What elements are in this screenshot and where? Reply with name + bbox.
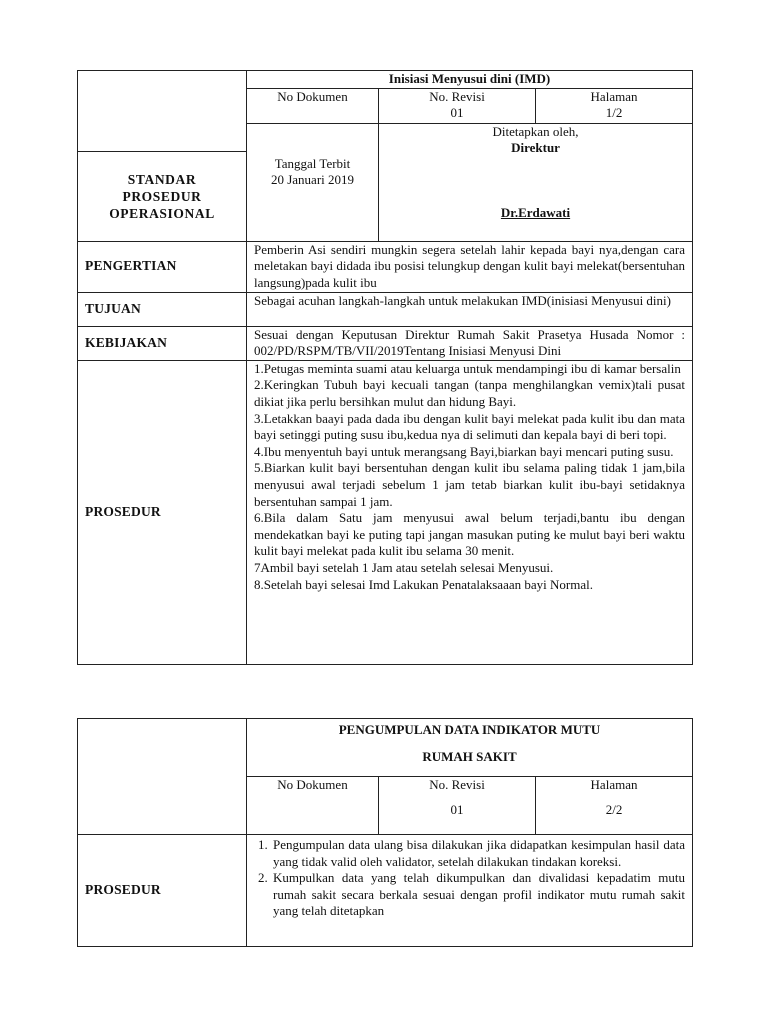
document-title [247,719,693,777]
sop-label [78,151,247,241]
no-dokumen-cell [247,777,379,835]
no-revisi-value: 01 [450,105,464,121]
no-revisi-cell [379,777,536,835]
prosedur-step: 7Ambil bayi setelah 1 Jam atau setelah selesai Menyusui. [254,559,554,575]
document-title-line-1: PENGUMPULAN DATA INDIKATOR MUTU [338,722,601,737]
pengertian-text: Pemberin Asi sendiri mungkin segera setelah lahir kepada bayi nya,dengan cara meletakan bayi didada ibu posisi telungkup dengan kulit bayi melekat(bersentuhan langsung)pada kulit ibu [247,241,693,292]
prosedur-item: 2. Kumpulkan data yang telah dikumpulkan dan divalidasi kepadatim mutu rumah sakit secara berkala sesuai dengan profil indikator mutu rumah sakit yang telah ditetapkan [271,870,685,920]
header-left-blank [78,71,247,152]
kebijakan-label: KEBIJAKAN [78,326,247,360]
prosedur-list-cell [247,835,693,947]
no-dokumen-label: No Dokumen [277,88,348,104]
halaman-cell [536,777,693,835]
prosedur-list [247,837,692,920]
header-left-blank [78,719,247,835]
no-revisi-cell [379,88,536,123]
signatory-name: Dr.Erdawati [500,204,571,220]
no-revisi-value: 01 [450,801,464,817]
prosedur-step: 4.Ibu menyentuh bayi untuk merangsang Bayi,biarkan bayi mencari puting susu. [254,443,674,459]
prosedur-step: 5.Biarkan kulit bayi bersentuhan dengan kulit ibu selama paling tidak 1 jam,bila menyusui awal terjadi sebelum 1 jam tetab biarkan kulit ibu-bayi setidaknya bersentuhan sampai 1 jam. [254,460,686,509]
prosedur-step: 8.Setelah bayi selesai Imd Lakukan Penatalaksaaan bayi Normal. [254,576,593,592]
prosedur-step: 2.Keringkan Tubuh bayi kecuali tangan (tanpa menghilangkan vemix)tali pusat dikiat jika perlu bersihkan mulut dan hidung Bayi. [254,377,686,409]
sop-label-line-3: OPERASIONAL [109,205,215,221]
tujuan-label: TUJUAN [78,292,247,326]
no-revisi-label: No. Revisi [429,88,485,104]
no-dokumen-cell [247,88,379,123]
ditetapkan-label: Ditetapkan oleh, [492,123,579,139]
no-dokumen-label: No Dokumen [277,777,348,792]
prosedur-steps [247,360,693,664]
sop-label-line-1: STANDAR [127,171,197,187]
halaman-cell [536,88,693,123]
tanggal-terbit-cell [247,123,379,241]
prosedur-label: PROSEDUR [78,835,247,947]
sop-table-indikator-mutu [77,718,693,947]
halaman-value: 1/2 [605,105,623,121]
document-title-line-2: RUMAH SAKIT [422,748,517,764]
halaman-label: Halaman [590,777,638,792]
halaman-label: Halaman [590,88,638,104]
sop-label-line-2: PROSEDUR [122,188,202,204]
prosedur-step: 6.Bila dalam Satu jam menyusui awal belum terjadi,bantu ibu dengan mendekatkan bayi ke puting tapi jangan masukan puting ke mulut bayi beri waktu kulit bayi melekat pada kulit ibu selama 30 menit. [254,510,686,559]
tujuan-text: Sebagai acuhan langkah-langkah untuk melakukan IMD(inisiasi Menyusui dini) [247,292,693,326]
pengertian-label: PENGERTIAN [78,241,247,292]
prosedur-label: PROSEDUR [78,360,247,664]
prosedur-step: 1.Petugas meminta suami atau keluarga untuk mendampingi ibu di kamar bersalin [254,360,681,376]
sop-table-imd [77,70,693,665]
direktur-label: Direktur [511,140,560,156]
ditetapkan-cell [379,123,693,241]
halaman-value: 2/2 [605,801,623,817]
kebijakan-text: Sesuai dengan Keputusan Direktur Rumah Sakit Prasetya Husada Nomor : 002/PD/RSPM/TB/VII/2019Tentang Inisiasi Menyusi Dini [247,326,693,360]
prosedur-step: 3.Letakkan baayi pada dada ibu dengan kulit bayi melekat pada kulit ibu dan mata bayi setinggi puting susu ibu,kedua nya di selimuti dan kepala bayi di beri topi. [254,410,686,443]
prosedur-item: 1. Pengumpulan data ulang bisa dilakukan jika didapatkan kesimpulan hasil data yang tidak valid oleh validator, setelah dilakukan tindakan koreksi. [271,837,685,870]
document-title: Inisiasi Menyusui dini (IMD) [247,71,693,89]
tanggal-terbit-value: 20 Januari 2019 [270,172,355,188]
no-revisi-label: No. Revisi [429,777,485,792]
tanggal-terbit-label: Tanggal Terbit [274,155,351,171]
